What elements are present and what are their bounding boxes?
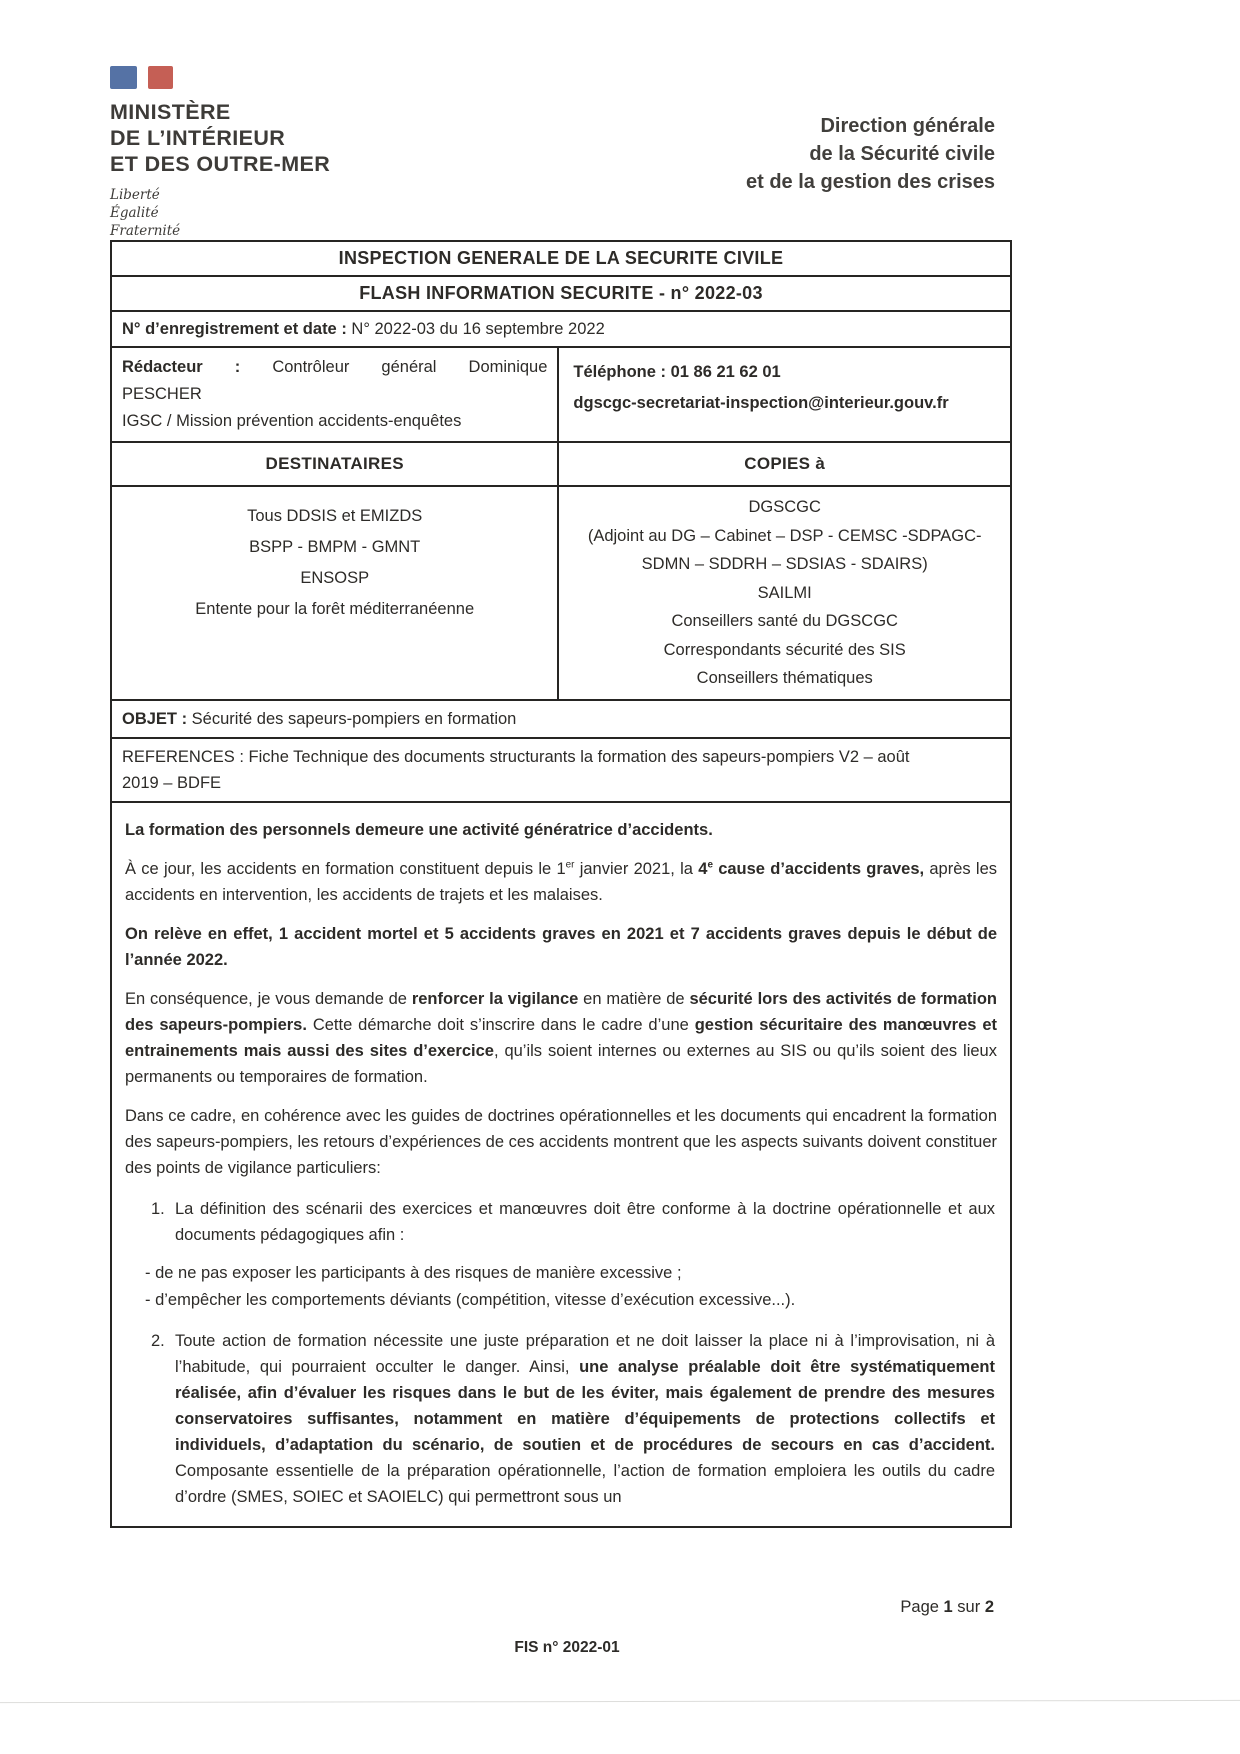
objet-label: OBJET : — [122, 709, 188, 728]
text-segment: Cette démarche doit s’inscrire dans le cadre d’une — [306, 1015, 695, 1034]
document-table — [110, 240, 1012, 1528]
redacteur-line1 — [122, 354, 547, 381]
list-text — [175, 1328, 997, 1510]
objet-row — [112, 699, 1010, 737]
copies-line: Conseillers santé du DGSCGC — [671, 612, 898, 630]
text-segment: En conséquence, je vous demande de — [125, 989, 412, 1008]
document-body — [112, 801, 1010, 1526]
text-segment: sur — [952, 1598, 985, 1616]
motto-line: Liberté — [110, 187, 160, 203]
bold-emphasis: gestion sécuritaire des manœuvres et entrainements mais aussi des sites d’exercice — [125, 1015, 997, 1060]
text-segment: après les accidents en intervention, les accidents de trajets et les malaises. — [125, 859, 997, 904]
redacteur-line3: IGSC / Mission prévention accidents-enquêtes — [122, 412, 462, 430]
objet-value: Sécurité des sapeurs-pompiers en formation — [187, 709, 517, 728]
list-number: 1. — [151, 1199, 165, 1218]
redacteur-line2: PESCHER — [122, 385, 202, 403]
references-line: 2019 – BDFE — [122, 773, 222, 792]
copies-line: SDMN – SDDRH – SDSIAS - SDAIRS) — [641, 555, 928, 573]
text-segment: Contrôleur général Dominique — [272, 358, 548, 376]
destinataires-header: DESTINATAIRES — [265, 454, 404, 473]
registration-row — [112, 310, 1010, 346]
page-current: 1 — [943, 1598, 953, 1616]
paragraph-intro: La formation des personnels demeure une activité génératrice d’accidents. — [125, 820, 713, 839]
list-text: La définition des scénarii des exercices et manœuvres doit être conforme à la doctrine opérationnelle et aux documents pédagogiques afin : — [175, 1199, 995, 1244]
bold-emphasis: sécurité lors des activités de formation des sapeurs-pompiers. — [125, 989, 997, 1034]
redacteur-label: Rédacteur : — [122, 358, 241, 376]
references-row — [112, 737, 1010, 801]
redacteur-cell — [112, 348, 557, 441]
registration-value: N° 2022-03 du 16 septembre 2022 — [346, 320, 605, 338]
ministry-line: DE L’INTÉRIEUR — [110, 126, 286, 150]
ministry-header — [110, 66, 330, 240]
contact-cell — [557, 348, 1010, 441]
ministry-logo — [110, 66, 330, 89]
list-number: 2. — [151, 1331, 165, 1350]
destinataire-line: Entente pour la forêt méditerranéenne — [195, 600, 475, 618]
destinataire-line: ENSOSP — [300, 569, 370, 587]
superscript-e: e — [707, 859, 713, 870]
republic-motto — [110, 186, 330, 240]
text-segment: À ce jour, les accidents en formation constituent depuis le 1 — [125, 859, 566, 878]
ministry-line: ET DES OUTRE-MER — [110, 152, 331, 176]
copies-line: SAILMI — [757, 583, 812, 602]
motto-line: Fraternité — [110, 223, 181, 239]
text-segment: en matière de — [578, 989, 690, 1008]
email-text: dgscgc-secretariat-inspection@interieur.gouv.fr — [573, 394, 949, 412]
table-title-flash: FLASH INFORMATION SECURITE - n° 2022-03 — [112, 275, 1010, 310]
copies-line: Conseillers thématiques — [696, 669, 873, 687]
direction-line: et de la gestion des crises — [746, 171, 995, 193]
bold-emphasis: renforcer la vigilance — [411, 989, 579, 1008]
copies-list — [557, 487, 1010, 699]
ministry-line: MINISTÈRE — [110, 100, 231, 124]
direction-title — [746, 112, 995, 196]
copies-header: COPIES à — [557, 443, 1010, 485]
redacteur-contact-row — [112, 346, 1010, 441]
text-segment: Toute action de formation nécessite une juste préparation et ne doit laisser la place ni à l’improvisation, ni à l’habitude, qui pourraient occulter le danger. Ainsi, — [175, 1331, 995, 1376]
text-segment: , qu’ils soient internes ou externes au SIS ou qu’ils soient des lieux permanents ou temporaires de formation. — [125, 1041, 997, 1086]
superscript-er: er — [565, 859, 575, 870]
paragraph-accidents — [125, 856, 997, 908]
list-item-2 — [125, 1328, 997, 1510]
direction-line: Direction générale — [820, 115, 995, 137]
scan-artifact-line — [0, 1700, 1240, 1703]
paragraph-cadre: Dans ce cadre, en cohérence avec les guides de doctrines opérationnelles et les documents qui encadrent la formation des sapeurs-pompiers, les retours d’expériences de ces accidents montrent que les aspects suivants doivent constituer des points de vigilance particuliers: — [125, 1106, 997, 1177]
ministry-name — [110, 99, 330, 177]
dash-point-1: - de ne pas exposer les participants à des risques de manière excessive ; — [145, 1263, 682, 1282]
motto-line: Égalité — [110, 205, 159, 221]
bold-emphasis: 4 — [698, 859, 708, 878]
references-line: REFERENCES : Fiche Technique des documents structurants la formation des sapeurs-pompiers V2 – août — [122, 747, 910, 766]
copies-line: (Adjoint au DG – Cabinet – DSP - CEMSC -SDPAGC- — [587, 526, 982, 545]
destinataire-line: Tous DDSIS et EMIZDS — [247, 507, 423, 525]
destinataire-line: BSPP - BMPM - GMNT — [249, 538, 421, 556]
logo-red-block-icon — [148, 66, 173, 89]
destinataires-list — [112, 487, 557, 699]
bold-emphasis: cause d’accidents graves, — [712, 859, 925, 878]
document-reference: FIS n° 2022-01 — [514, 1639, 620, 1656]
table-title-inspection: INSPECTION GENERALE DE LA SECURITE CIVILE — [338, 248, 784, 268]
registration-label: N° d’enregistrement et date : — [122, 320, 347, 338]
paragraph-consequence — [125, 986, 997, 1090]
recipients-content-row — [112, 485, 1010, 699]
copies-line: DGSCGC — [748, 498, 821, 516]
recipients-header-row — [112, 441, 1010, 485]
paragraph-statistics: On relève en effet, 1 accident mortel et 5 accidents graves en 2021 et 7 accidents graves depuis le début de l’année 2022. — [125, 924, 997, 969]
text-segment: Page — [900, 1598, 944, 1616]
list-item-1 — [125, 1196, 997, 1248]
bold-emphasis: une analyse préalable doit être systématiquement réalisée, afin d’évaluer les risques dans le but de les éviter, mais également de prendre des mesures conservatoires suffisantes, notamment en matière d’équipements de protections collectifs et individuels, d’adaptation du scénario, de soutien et de procédures de secours en cas d’accident. — [175, 1357, 995, 1454]
copies-line: Correspondants sécurité des SIS — [663, 640, 906, 659]
page-total: 2 — [984, 1598, 994, 1616]
text-segment: janvier 2021, la — [574, 859, 699, 878]
page-number — [900, 1598, 994, 1617]
direction-line: de la Sécurité civile — [809, 143, 995, 165]
logo-blue-block-icon — [110, 66, 137, 89]
phone-text: Téléphone : 01 86 21 62 01 — [573, 363, 781, 381]
text-segment: Composante essentielle de la préparation opérationnelle, l’action de formation emploiera les outils du cadre d’ordre (SMES, SOIEC et SAOIELC) qui permettront sous un — [175, 1461, 995, 1506]
dash-point-2: - d’empêcher les comportements déviants (compétition, vitesse d’exécution excessive...). — [145, 1290, 796, 1309]
